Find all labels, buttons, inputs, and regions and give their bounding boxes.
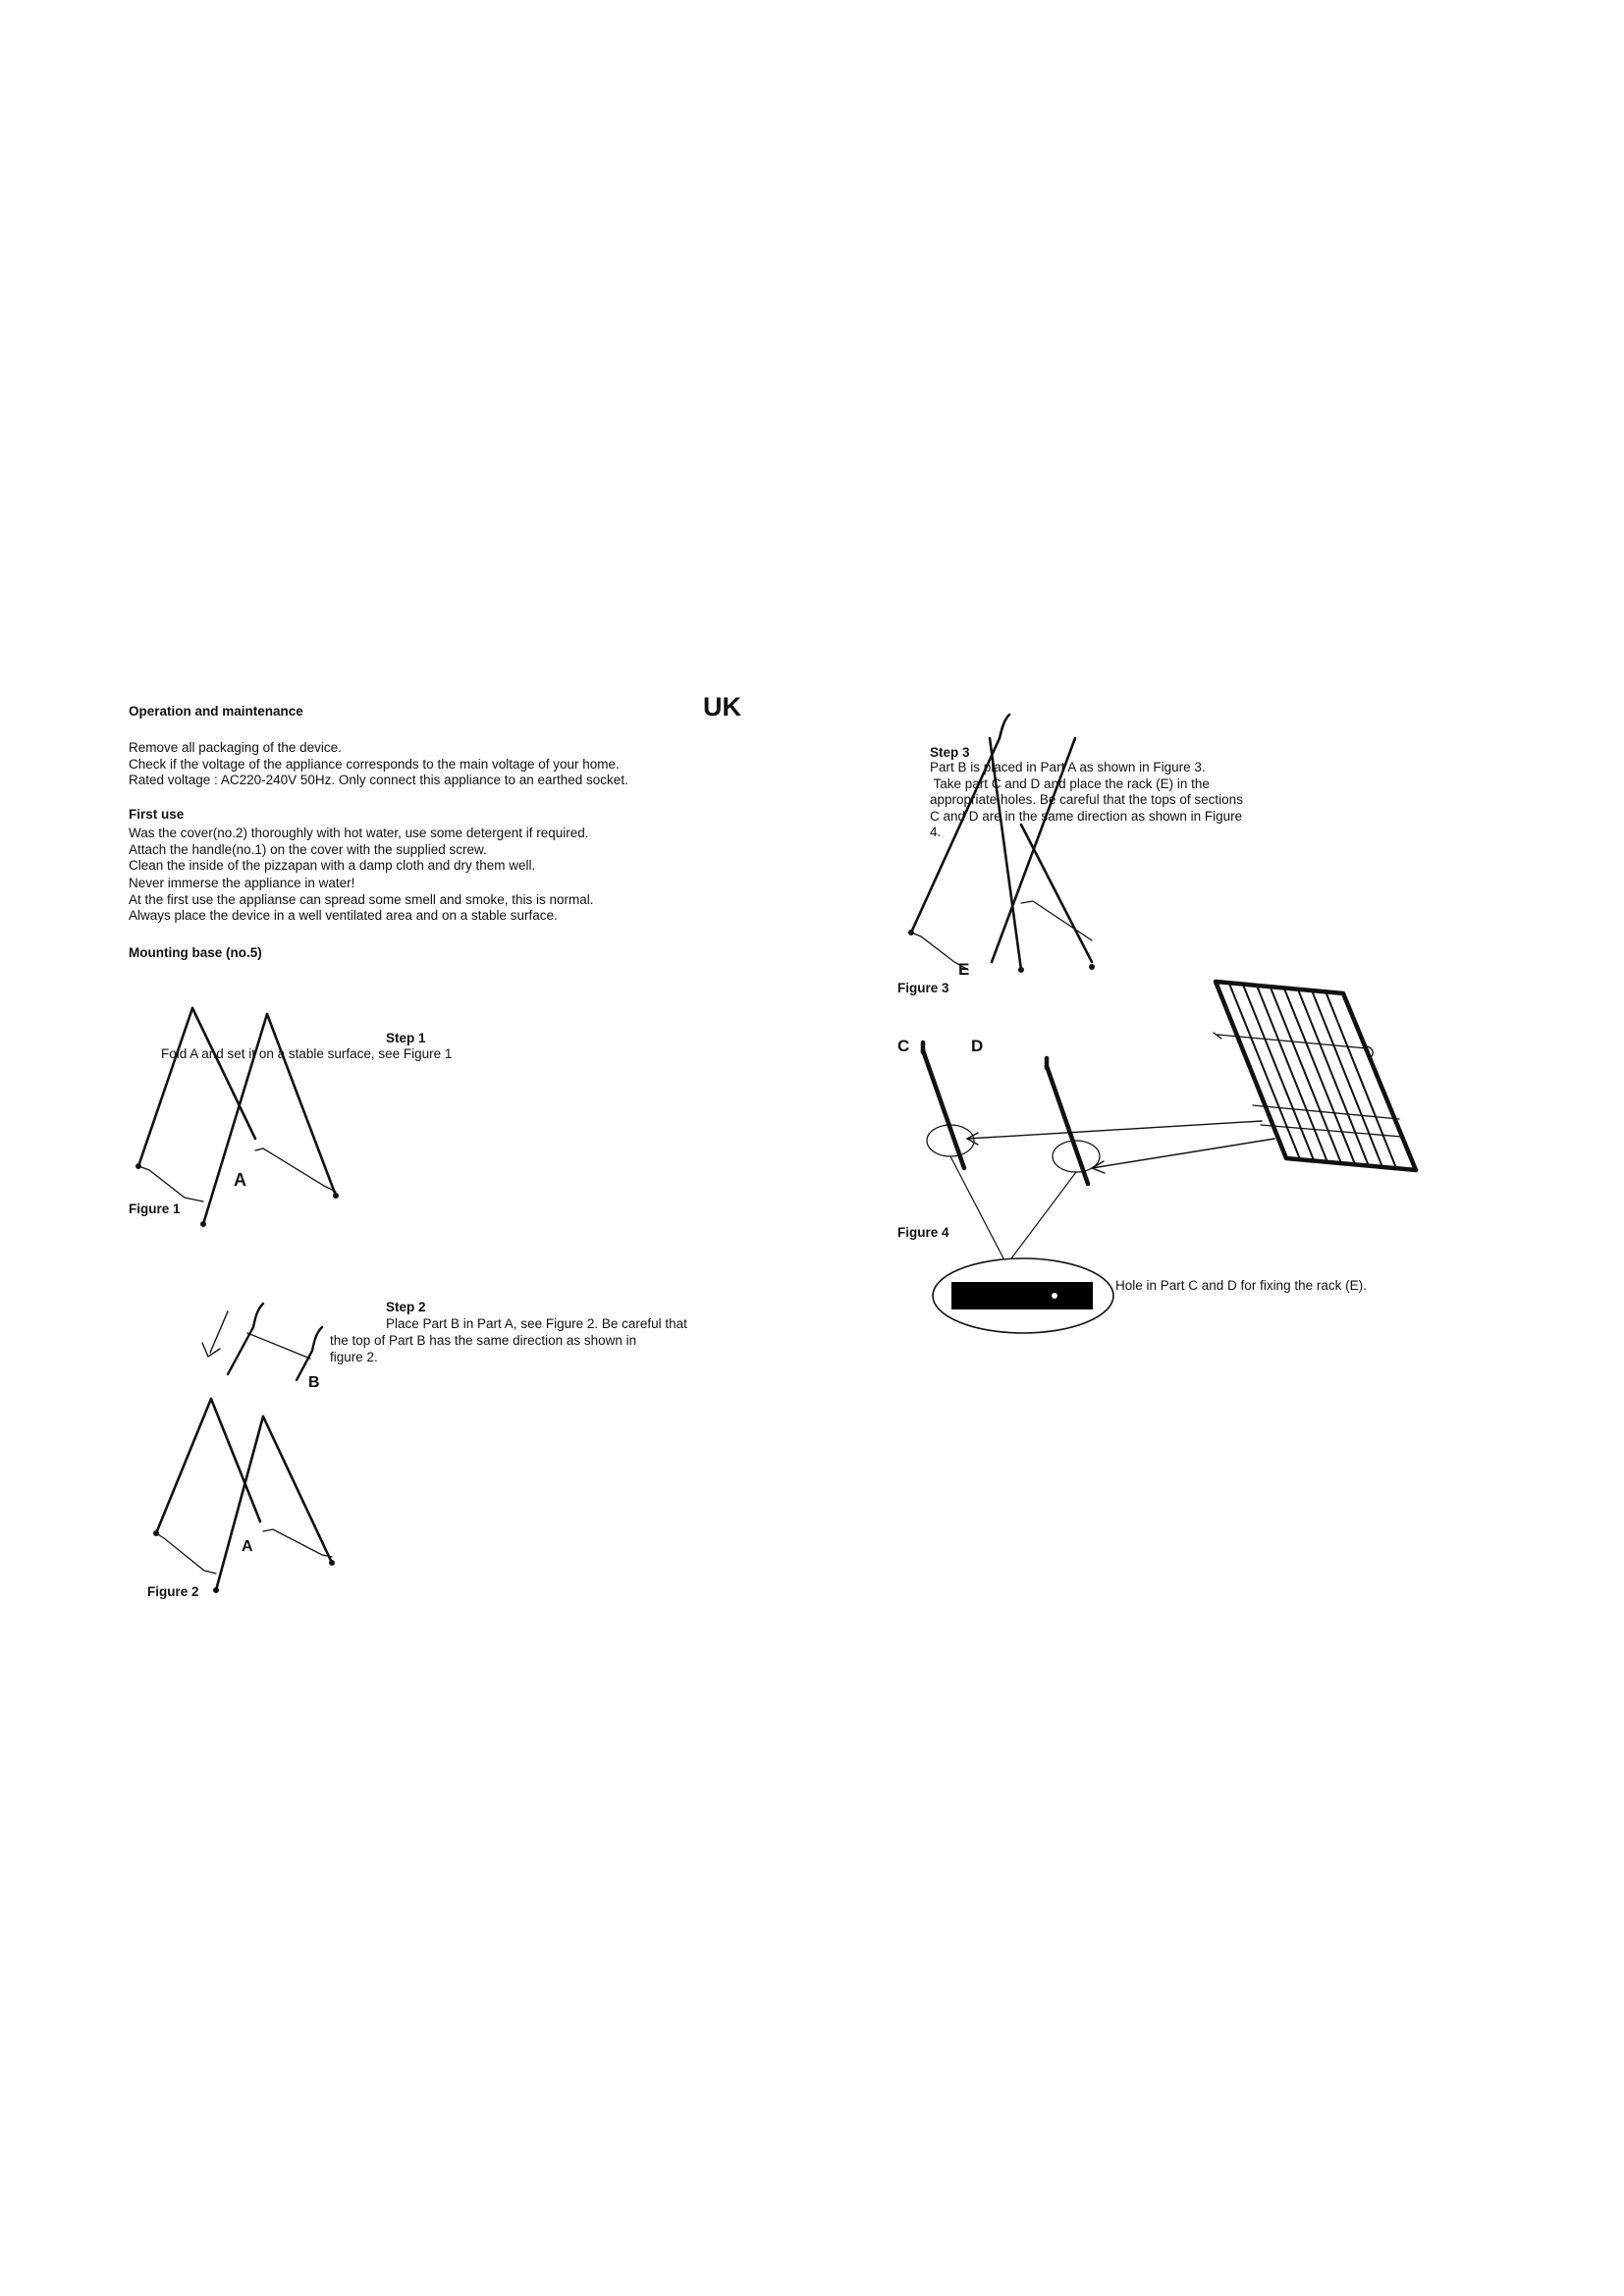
step3-line: Part B is placed in Part A as shown in Figure 3. xyxy=(930,760,1206,774)
step2-title: Step 2 xyxy=(386,1300,426,1314)
intro-text xyxy=(129,740,628,789)
step2-line: the top of Part B has the same direction as shown in xyxy=(330,1333,637,1348)
step3-line: C and D are in the same direction as shown in Figure xyxy=(930,808,1243,824)
first-use-text-a xyxy=(129,826,589,875)
figure4-part-c-label: C xyxy=(897,1037,910,1055)
rack-drawing xyxy=(1214,982,1416,1170)
first-use-line: Always place the device in a well ventilated area and on a stable surface. xyxy=(129,908,558,923)
section-title: Operation and maintenance xyxy=(129,704,303,719)
step1-text: Fold A and set it on a stable surface, see Figure 1 xyxy=(161,1046,453,1061)
first-use-line: Attach the handle(no.1) on the cover with the supplied screw. xyxy=(129,841,487,857)
mounting-heading: Mounting base (no.5) xyxy=(129,945,262,960)
intro-line: Check if the voltage of the appliance corresponds to the main voltage of your home. xyxy=(129,756,620,772)
step1-title: Step 1 xyxy=(386,1031,426,1045)
figure1-label: Figure 1 xyxy=(129,1201,181,1216)
step2-line: figure 2. xyxy=(330,1350,378,1364)
intro-line: Remove all packaging of the device. xyxy=(129,740,342,755)
figure1-drawing xyxy=(136,1008,339,1227)
intro-line: Rated voltage : AC220-240V 50Hz. Only connect this appliance to an earthed socket. xyxy=(129,773,628,787)
figure4-part-d-label: D xyxy=(971,1037,984,1055)
figure3-part-e-label: E xyxy=(958,960,970,979)
first-use-heading: First use xyxy=(129,807,185,822)
first-use-line: Was the cover(no.2) thoroughly with hot water, use some detergent if required. xyxy=(129,826,589,840)
hole-note: Hole in Part C and D for fixing the rack (E). xyxy=(1115,1278,1367,1293)
step3-line: Take part C and D and place the rack (E) in the xyxy=(930,775,1210,791)
figure2-part-a-label: A xyxy=(242,1538,253,1555)
step3-title: Step 3 xyxy=(930,745,970,760)
first-use-text-b xyxy=(129,876,593,925)
language-code: UK xyxy=(703,692,741,721)
first-use-line: Never immerse the appliance in water! xyxy=(129,876,355,890)
figure3-label: Figure 3 xyxy=(897,981,949,995)
figure4-label: Figure 4 xyxy=(897,1225,949,1240)
figure1-part-a-label: A xyxy=(234,1170,246,1190)
step3-text xyxy=(930,760,1243,841)
step2-line: Place Part B in Part A, see Figure 2. Be careful that xyxy=(386,1316,687,1331)
figure2-part-b-label: B xyxy=(308,1374,320,1391)
first-use-line: At the first use the applianse can spread some smell and smoke, this is normal. xyxy=(129,891,594,907)
step3-line: 4. xyxy=(930,825,942,839)
step3-line: appropriate holes. Be careful that the tops of sections xyxy=(930,792,1243,807)
first-use-line: Clean the inside of the pizzapan with a damp cloth and dry them well. xyxy=(129,858,536,873)
figure2-label: Figure 2 xyxy=(147,1584,199,1599)
